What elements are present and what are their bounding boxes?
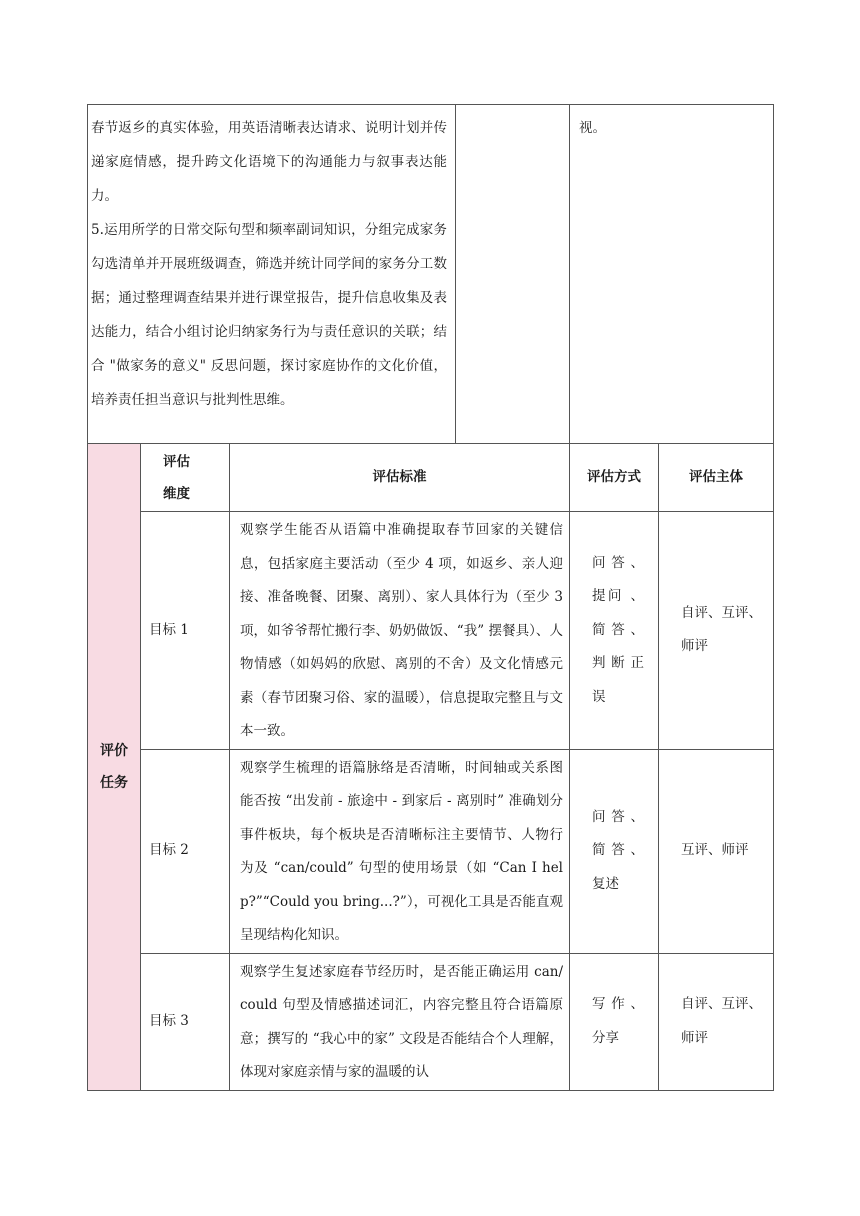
target-cell: 目标 3 [141, 953, 230, 1090]
target-cell: 目标 2 [141, 749, 230, 953]
section-label: 评价任务 [100, 742, 128, 791]
header-criteria: 评估标准 [230, 444, 570, 512]
subject-cell: 互评、师评 [659, 749, 774, 953]
method-cell: 写作、分享 [570, 953, 659, 1090]
empty-middle-cell [456, 105, 570, 444]
objective-paragraph-continued: 春节返乡的真实体验，用英语清晰表达请求、说明计划并传递家庭情感，提升跨文化语境下的沟通能力与叙事表达能力。 [91, 120, 447, 204]
assessment-row-2 [88, 749, 774, 953]
criteria-cell: 观察学生能否从语篇中准确提取春节回家的关键信息，包括家庭主要活动（至少 4 项，如返乡、亲人迎接、准备晚餐、团聚、离别）、家人具体行为（至少 3 项，如爷爷帮忙搬行李、奶奶做饭、“我” 摆餐具）、人物情感（如妈妈的欣慰、离别的不舍）及文化情感元素（春节团聚习俗、家的温暖），信息提取完整且与文本一致。 [230, 512, 570, 750]
objectives-row [88, 105, 774, 444]
assessment-row-1 [88, 512, 774, 750]
header-dimension: 评估维度 [141, 444, 230, 512]
target-cell: 目标 1 [141, 512, 230, 750]
method-cell: 问答、简答、复述 [570, 749, 659, 953]
right-column-cell: 视。 [570, 105, 774, 444]
lesson-plan-table [87, 104, 774, 1091]
subject-cell: 自评、互评、师评 [659, 512, 774, 750]
objectives-cell [88, 105, 456, 444]
header-subject: 评估主体 [659, 444, 774, 512]
assessment-header-row [88, 444, 774, 512]
header-method: 评估方式 [570, 444, 659, 512]
objective-paragraph-5: 5.运用所学的日常交际句型和频率副词知识，分组完成家务勾选清单并开展班级调查，筛选并统计同学间的家务分工数据；通过整理调查结果并进行课堂报告，提升信息收集及表达能力，结合小组讨论归纳家务行为与责任意识的关联；结合 "做家务的意义" 反思问题，探讨家庭协作的文化价值，培养责任担当意识与批判性思维。 [91, 222, 447, 408]
section-label-cell [88, 444, 141, 1091]
method-cell: 问答、提问 、简答、判断正误 [570, 512, 659, 750]
criteria-cell: 观察学生梳理的语篇脉络是否清晰，时间轴或关系图能否按 “出发前 - 旅途中 - 到家后 - 离别时” 准确划分事件板块，每个板块是否清晰标注主要情节、人物行为及 “can/could” 句型的使用场景（如 “Can I help?”“Could you bring...?”），可视化工具是否能直观呈现结构化知识。 [230, 749, 570, 953]
subject-cell: 自评、互评、师评 [659, 953, 774, 1090]
assessment-row-3 [88, 953, 774, 1090]
criteria-cell: 观察学生复述家庭春节经历时，是否能正确运用 can/could 句型及情感描述词汇，内容完整且符合语篇原意；撰写的 “我心中的家” 文段是否能结合个人理解，体现对家庭亲情与家的温暖的认 [230, 953, 570, 1090]
